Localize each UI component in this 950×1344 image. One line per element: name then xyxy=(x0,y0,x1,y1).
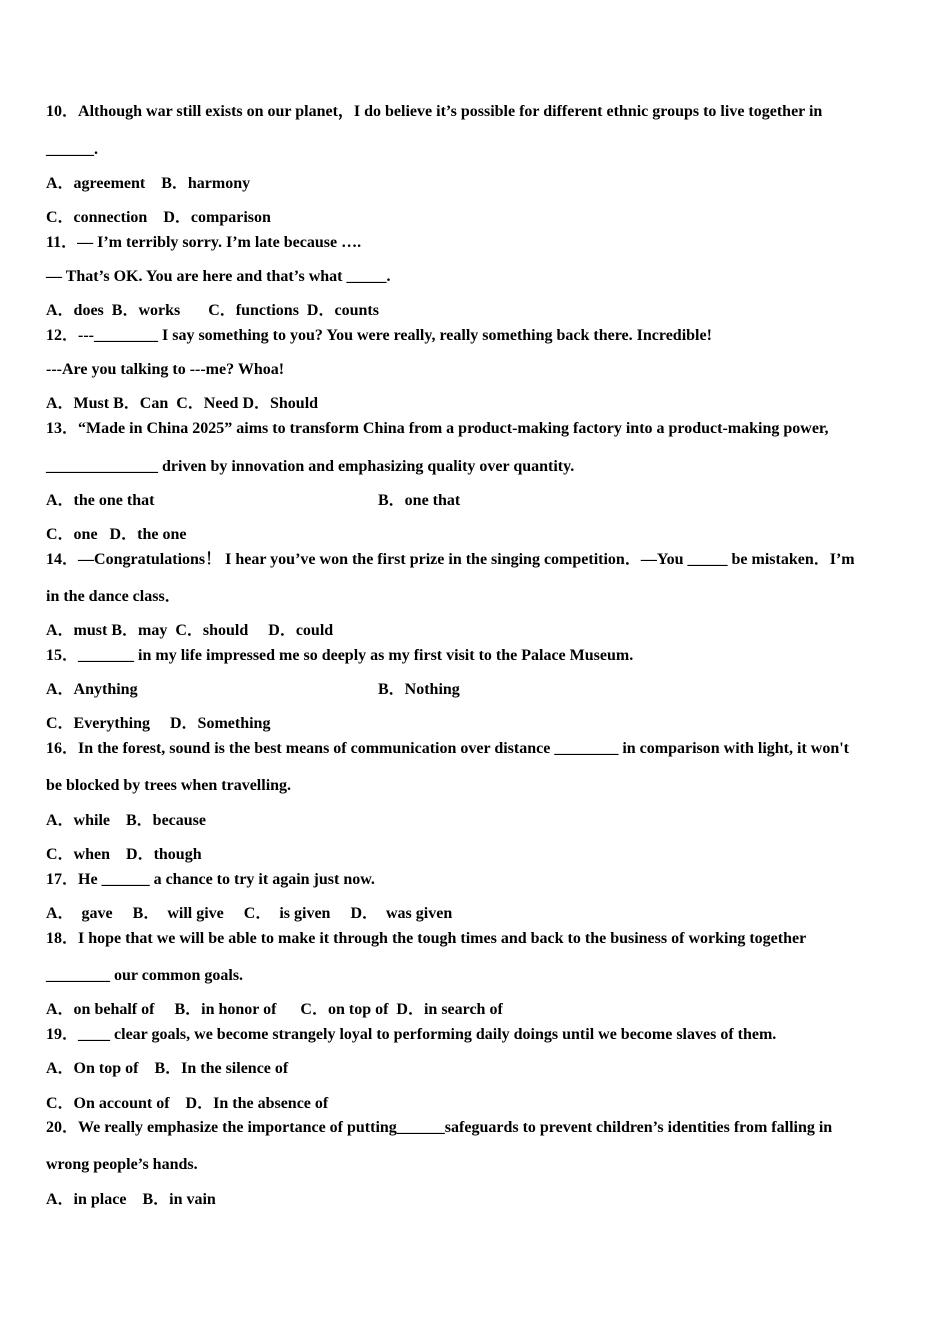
question-14-stem-cont: in the dance class． xyxy=(46,588,181,605)
question-14-options: A．must B．may C．should D．could xyxy=(46,622,334,639)
question-19-stem: 19．____ clear goals, we become strangely loyal to performing daily doings until we become slaves of them. xyxy=(46,1026,777,1043)
question-16-stem: 16．In the forest, sound is the best means of communication over distance ________ in comparison with light, it won't xyxy=(46,740,849,757)
question-15-options-cd: C．Everything D．Something xyxy=(46,715,271,732)
question-15-stem: 15．_______ in my life impressed me so deeply as my first visit to the Palace Museum. xyxy=(46,647,634,664)
question-13-option-b: B．one that xyxy=(378,492,461,509)
question-13-stem: 13．“Made in China 2025” aims to transform China from a product-making factory into a product-making power, xyxy=(46,420,829,437)
question-19-options-ab: A．On top of B．In the silence of xyxy=(46,1060,289,1077)
question-number: 18． xyxy=(46,930,79,947)
question-11-stem: 11．— I’m terribly sorry. I’m late because …. xyxy=(46,234,362,251)
question-13-stem-cont: ______________ driven by innovation and emphasizing quality over quantity. xyxy=(46,458,575,475)
question-20-options: A．in place B．in vain xyxy=(46,1191,216,1208)
question-17-options: A． gave B． will give C． is given D． was given xyxy=(46,905,453,922)
question-17-stem: 17．He ______ a chance to try it again just now. xyxy=(46,871,375,888)
question-13-option-a: A．the one that xyxy=(46,492,155,509)
question-20-stem-cont: wrong people’s hands. xyxy=(46,1156,198,1173)
question-18-options: A．on behalf of B．in honor of C．on top of D．in search of xyxy=(46,1001,503,1018)
question-10-stem: 10．Although war still exists on our planet，I do believe it’s possible for different ethnic groups to live together in xyxy=(46,103,823,120)
question-16-stem-cont: be blocked by trees when travelling. xyxy=(46,777,292,794)
question-number: 14． xyxy=(46,551,79,568)
question-19-options-cd: C．On account of D．In the absence of xyxy=(46,1095,329,1112)
question-10-options-ab: A．agreement B．harmony xyxy=(46,175,251,192)
question-11-options: A．does B．works C．functions D．counts xyxy=(46,302,379,319)
question-20-stem: 20．We really emphasize the importance of putting______safeguards to prevent children’s identities from falling in xyxy=(46,1119,833,1136)
question-12-stem: 12．---________ I say something to you? You were really, really something back there. Incredible! xyxy=(46,327,712,344)
question-10-stem-cont: ______. xyxy=(46,141,98,158)
question-14-stem: 14．—Congratulations！ I hear you’ve won the first prize in the singing competition．—You _____ be mistaken．I’m xyxy=(46,551,855,568)
question-number: 20． xyxy=(46,1119,79,1136)
question-16-options-ab: A．while B．because xyxy=(46,812,207,829)
question-18-stem: 18．I hope that we will be able to make it through the tough times and back to the business of working together xyxy=(46,930,807,947)
question-number: 16． xyxy=(46,740,79,757)
question-16-options-cd: C．when D．though xyxy=(46,846,202,863)
question-number: 17． xyxy=(46,871,79,888)
question-13-options-cd: C．one D．the one xyxy=(46,526,187,543)
question-number: 10． xyxy=(46,103,79,120)
question-number: 12． xyxy=(46,327,79,344)
question-number: 13． xyxy=(46,420,79,437)
question-15-option-a: A．Anything xyxy=(46,681,138,698)
question-11-stem-cont: — That’s OK. You are here and that’s what _____. xyxy=(46,268,391,285)
question-number: 19． xyxy=(46,1026,79,1043)
question-number: 11． xyxy=(46,234,78,251)
question-18-stem-cont: ________ our common goals. xyxy=(46,967,244,984)
question-number: 15． xyxy=(46,647,79,664)
question-10-options-cd: C．connection D．comparison xyxy=(46,209,271,226)
question-15-option-b: B．Nothing xyxy=(378,681,460,698)
question-12-stem-cont: ---Are you talking to ---me? Whoa! xyxy=(46,361,285,378)
question-12-options: A．Must B．Can C．Need D．Should xyxy=(46,395,319,412)
